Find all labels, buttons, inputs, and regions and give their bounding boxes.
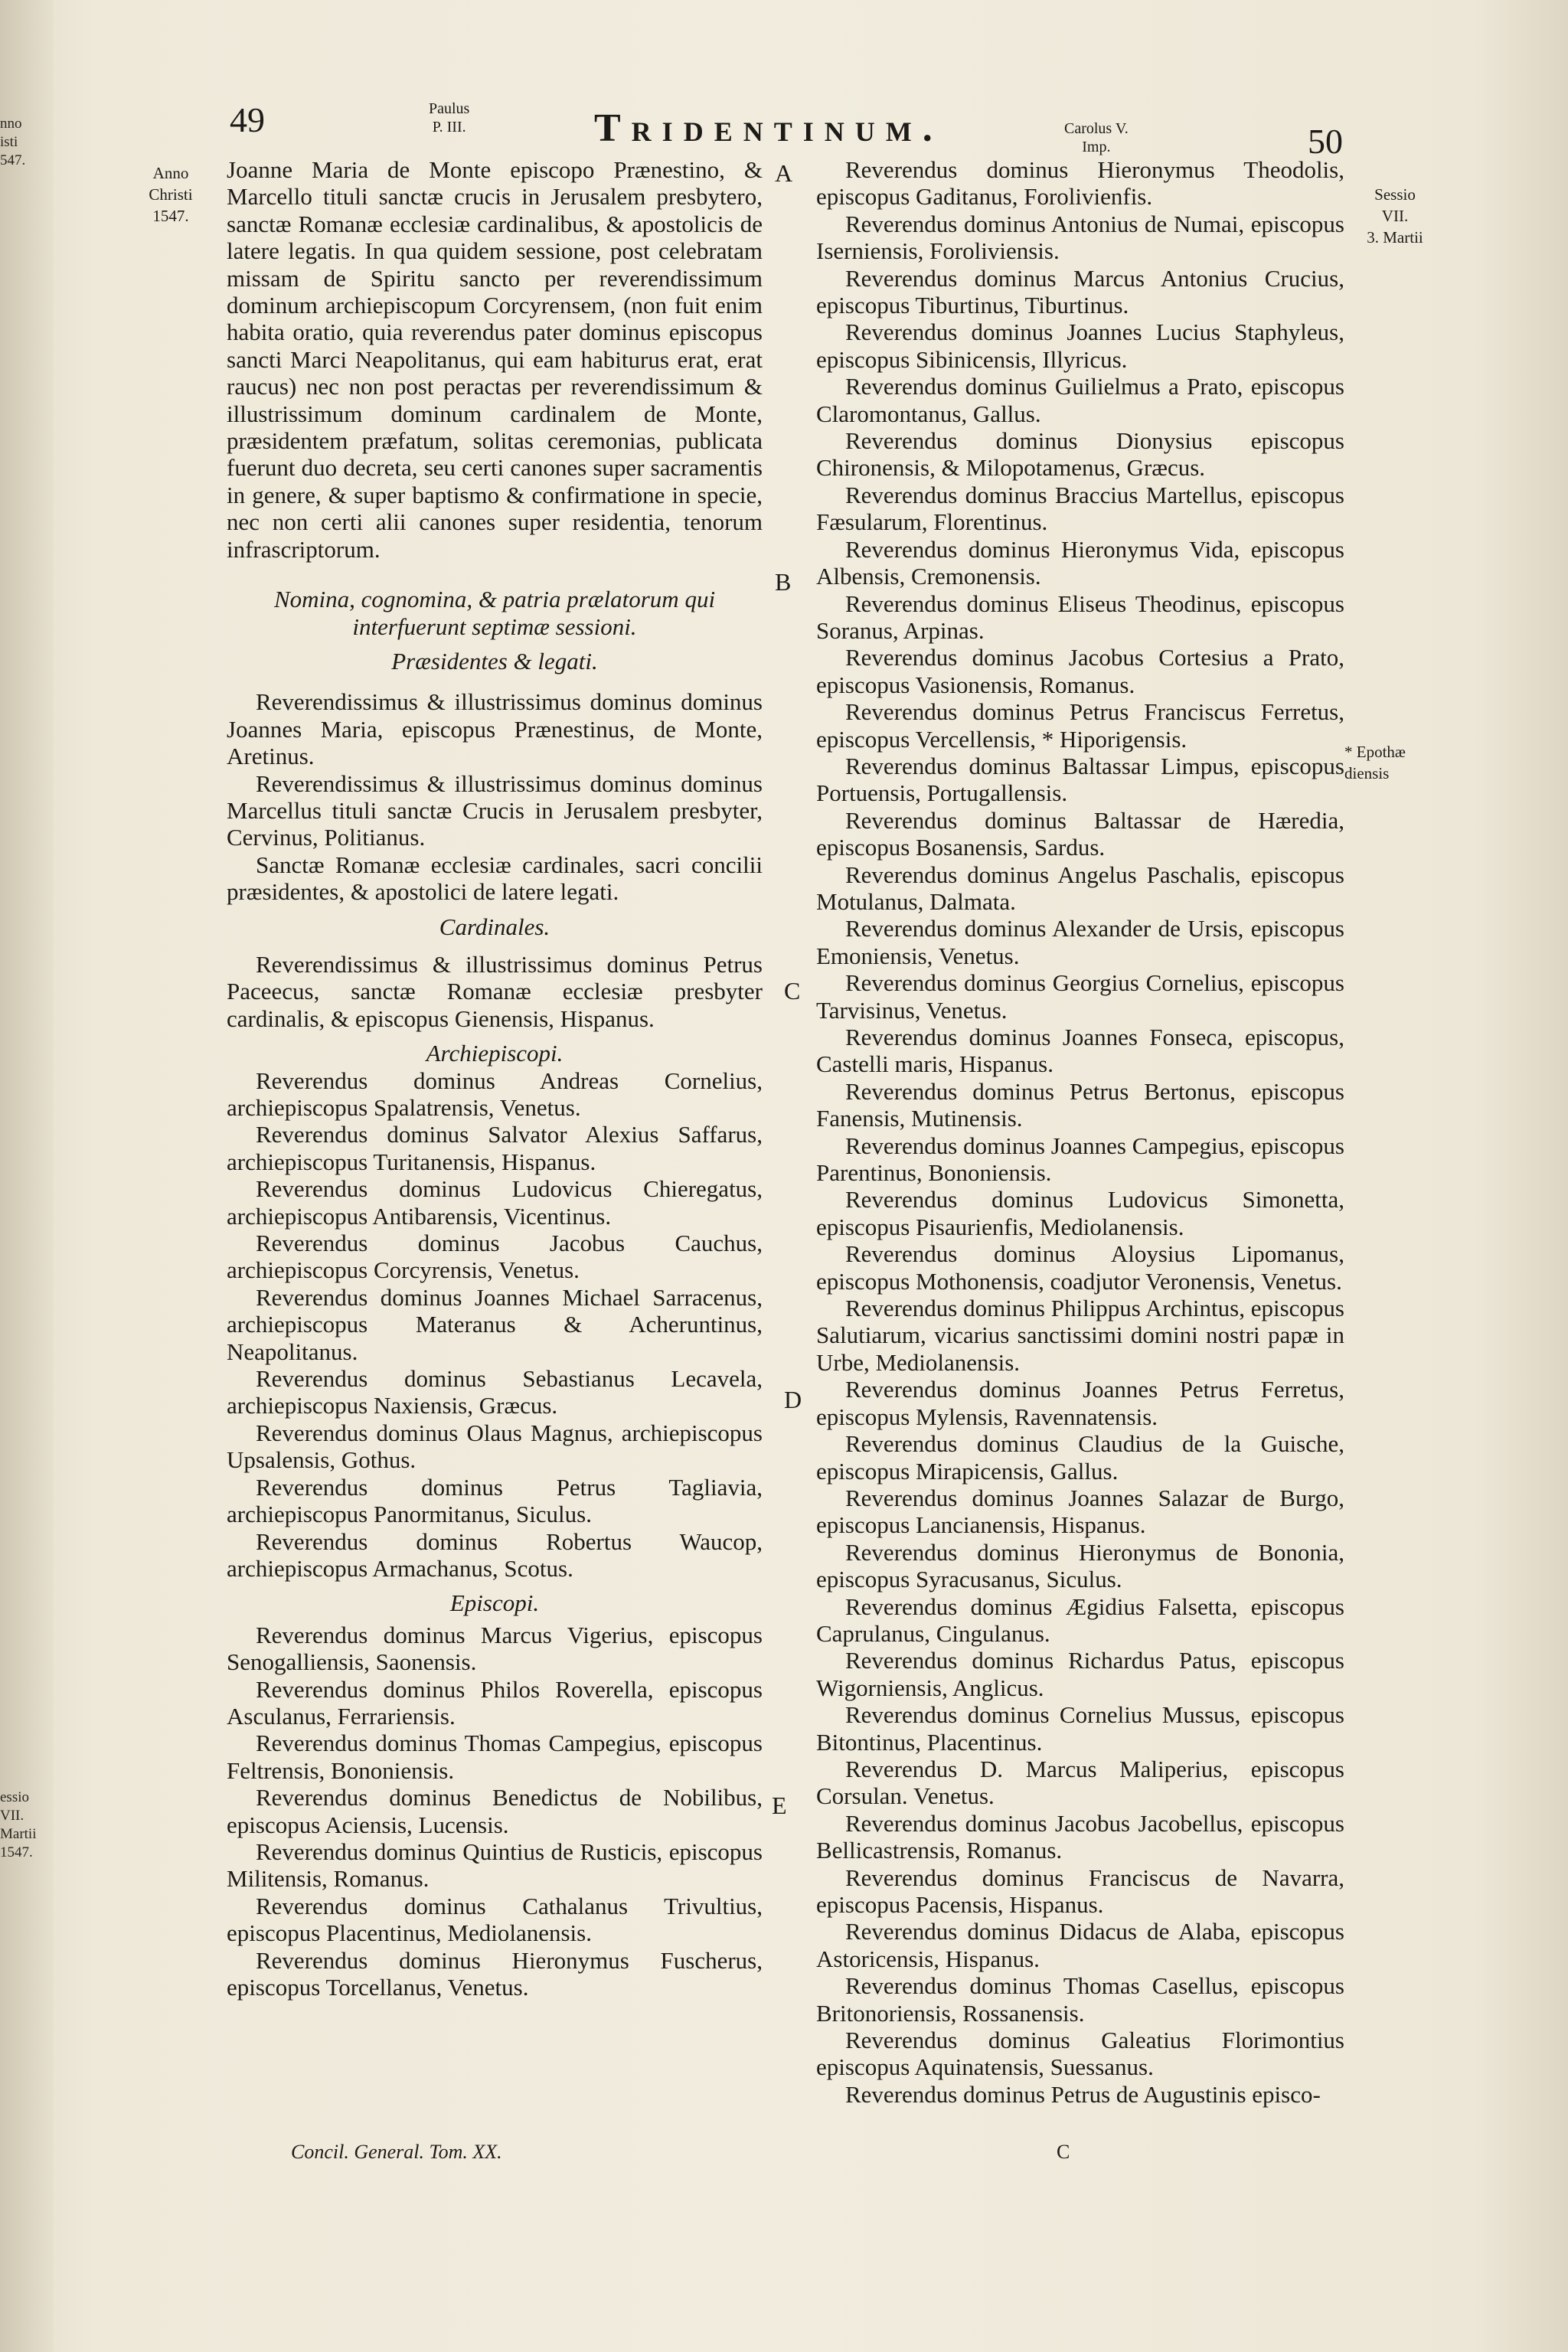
- spacer: [227, 640, 763, 648]
- list-item: Reverendus dominus Dionysius episcopus Chironensis, & Milopotamenus, Græcus.: [816, 427, 1344, 482]
- list-item: Reverendus dominus Hieronymus Fuscherus, episcopus Torcellanus, Venetus.: [227, 1946, 763, 2001]
- list-item: Reverendus dominus Sebastianus Lecavela, archiepiscopus Naxiensis, Græcus.: [227, 1365, 763, 1419]
- list-item: Reverendissimus & illustrissimus dominus dominus Marcellus tituli sanctæ Crucis in Jerusalem presbyter, Cervinus, Politianus.: [227, 769, 763, 851]
- strip-line: 547.: [0, 152, 26, 168]
- list-item: Reverendus dominus Hieronymus Vida, episcopus Albensis, Cremonensis.: [816, 535, 1344, 590]
- section-letter-d: D: [784, 1386, 802, 1413]
- list-item: Reverendus dominus Cornelius Mussus, episcopus Bitontinus, Placentinus.: [816, 1701, 1344, 1756]
- running-head-line: Paulus: [429, 100, 470, 117]
- footnote-margin: [1344, 741, 1444, 784]
- signature-mark: C: [1057, 2141, 1070, 2163]
- list-item: Reverendus dominus Braccius Martellus, episcopus Fæsularum, Florentinus.: [816, 481, 1344, 536]
- running-head-line: P. III.: [432, 119, 466, 136]
- section-letter-c: C: [784, 977, 801, 1004]
- list-item: Reverendus dominus Petrus Franciscus Ferretus, episcopus Vercellensis, * Hiporigensis.: [816, 698, 1344, 753]
- page-number-left: 49: [230, 100, 265, 139]
- spacer: [227, 906, 763, 913]
- running-head-left: [429, 100, 469, 136]
- left-column: [227, 156, 763, 2001]
- section-letter-e: E: [772, 1792, 787, 1819]
- facing-page-edge: [0, 0, 54, 2352]
- margin-line: 3. Martii: [1367, 228, 1423, 247]
- list-item: Reverendus dominus Petrus Tagliavia, archiepiscopus Panormitanus, Siculus.: [227, 1473, 763, 1528]
- running-head-line: Imp.: [1082, 139, 1111, 155]
- section-letter-b: B: [775, 568, 792, 596]
- list-item: Reverendus dominus Hieronymus Theodolis, episcopus Gaditanus, Forolivienfis.: [816, 156, 1344, 211]
- margin-note-left: [129, 162, 213, 227]
- running-head-right: [1064, 119, 1129, 156]
- list-item: Reverendus dominus Baltassar Limpus, episcopus Portuensis, Portugallensis.: [816, 752, 1344, 807]
- spacer: [227, 563, 763, 586]
- margin-note-right: [1349, 184, 1441, 248]
- list-item: Reverendus dominus Joannes Michael Sarracenus, archiepiscopus Materanus & Acheruntinus, Neapolitanus.: [227, 1283, 763, 1365]
- list-item: Reverendus dominus Claudius de la Guische, episcopus Mirapicensis, Gallus.: [816, 1430, 1344, 1485]
- strip-line: isti: [0, 134, 18, 150]
- footnote-line: * Epothæ: [1344, 743, 1406, 761]
- strip-line: VII.: [0, 1808, 24, 1824]
- list-item: Sanctæ Romanæ ecclesiæ cardinales, sacri concilii præsidentes, & apostolici de latere legati.: [227, 851, 763, 906]
- list-item: Reverendissimus & illustrissimus dominus dominus Joannes Maria, episcopus Prænestinus, de Monte, Aretinus.: [227, 688, 763, 770]
- strip-note-bottom: [0, 1788, 37, 1862]
- heading-praesidentes: Præsidentes & legati.: [391, 647, 598, 675]
- strip-line: nno: [0, 116, 22, 132]
- margin-line: Anno: [152, 164, 189, 182]
- list-item: Reverendus dominus Petrus Bertonus, episcopus Fanensis, Mutinensis.: [816, 1077, 1344, 1132]
- footer-citation: Concil. General. Tom. XX.: [291, 2141, 502, 2163]
- list-item: Reverendus dominus Aloysius Lipomanus, episcopus Mothonensis, coadjutor Veronensis, Venetus.: [816, 1240, 1344, 1295]
- list-item: Reverendus dominus Jacobus Jacobellus, episcopus Bellicastrensis, Romanus.: [816, 1809, 1344, 1864]
- heading-cardinales: Cardinales.: [439, 913, 550, 940]
- heading-archiepiscopi: Archiepiscopi.: [426, 1040, 564, 1067]
- list-item: Reverendus dominus Philos Roverella, episcopus Asculanus, Ferrariensis.: [227, 1675, 763, 1730]
- page-number-right: 50: [1308, 122, 1343, 161]
- list-item: Reverendus dominus Olaus Magnus, archiepiscopus Upsalensis, Gothus.: [227, 1419, 763, 1474]
- right-column: [816, 156, 1344, 2108]
- list-item: Reverendus dominus Joannes Lucius Staphyleus, episcopus Sibinicensis, Illyricus.: [816, 318, 1344, 373]
- list-item: Reverendus dominus Jacobus Cortesius a Prato, episcopus Vasionensis, Romanus.: [816, 644, 1344, 698]
- list-item: Reverendus dominus Benedictus de Nobilibus, episcopus Aciensis, Lucensis.: [227, 1784, 763, 1838]
- list-item: Reverendus dominus Antonius de Numai, episcopus Iserniensis, Foroliviensis.: [816, 210, 1344, 265]
- list-item: Reverendus dominus Guilielmus a Prato, episcopus Claromontanus, Gallus.: [816, 373, 1344, 427]
- list-item: Reverendus dominus Angelus Paschalis, episcopus Motulanus, Dalmata.: [816, 861, 1344, 915]
- list-item: Reverendus dominus Thomas Campegius, episcopus Feltrensis, Bononiensis.: [227, 1730, 763, 1784]
- spacer: [227, 675, 763, 688]
- list-item: Reverendus dominus Didacus de Alaba, episcopus Astoricensis, Hispanus.: [816, 1918, 1344, 1972]
- list-item: Reverendus dominus Alexander de Ursis, episcopus Emoniensis, Venetus.: [816, 915, 1344, 969]
- list-item: Reverendus dominus Ægidius Falsetta, episcopus Caprulanus, Cingulanus.: [816, 1592, 1344, 1647]
- strip-line: Martii: [0, 1826, 37, 1842]
- list-item: Reverendus dominus Hieronymus de Bononia, episcopus Syracusanus, Siculus.: [816, 1538, 1344, 1593]
- intro-paragraph: Joanne Maria de Monte episcopo Prænestino, & Marcello tituli sanctæ crucis in Jerusalem presbytero, sanctæ Romanæ ecclesiæ cardinalibus, & apostolicis de latere legatis. In qua quidem sessione, post celebratam missam de Spiritu sancto per reverendissimum dominum archiepiscopum Corcyrensem, (non fuit enim habita oratio, quia reverendus pater dominus episcopus sancti Marci Neapolitanus, qui eam habiturus erat, erat raucus) nec non post peractas per reverendissimum & illustrissimum dominum cardinalem de Monte, præsidentem præfatum, solitas ceremonias, publicata fuerunt duo decreta, seu certi canones super sacramentis in genere, & super baptismo & confirmatione in specie, nec non certi alii canones super residentia, tenorum infrascriptorum.: [227, 156, 763, 563]
- margin-line: Christi: [149, 185, 193, 204]
- list-item: Reverendus dominus Cathalanus Trivultius, episcopus Placentinus, Mediolanensis.: [227, 1892, 763, 1947]
- list-item: Reverendus dominus Quintius de Rusticis, episcopus Militensis, Romanus.: [227, 1838, 763, 1893]
- list-item: Reverendus dominus Eliseus Theodinus, episcopus Soranus, Arpinas.: [816, 590, 1344, 644]
- list-item: Reverendus dominus Jacobus Cauchus, archiepiscopus Corcyrensis, Venetus.: [227, 1230, 763, 1284]
- list-item: Reverendus dominus Galeatius Florimontius episcopus Aquinatensis, Suessanus.: [816, 2027, 1344, 2081]
- list-item: Reverendus dominus Joannes Petrus Ferretus, episcopus Mylensis, Ravennatensis.: [816, 1376, 1344, 1430]
- list-item: Reverendus dominus Petrus de Augustinis episco-: [845, 2080, 1321, 2108]
- strip-line: 1547.: [0, 1844, 33, 1860]
- section-letter-a: A: [775, 159, 793, 187]
- list-item: Reverendus dominus Joannes Salazar de Burgo, episcopus Lancianensis, Hispanus.: [816, 1484, 1344, 1539]
- heading-episcopi: Episcopi.: [449, 1589, 540, 1617]
- spacer: [227, 1582, 763, 1589]
- margin-line: 1547.: [152, 207, 189, 225]
- list-item: Reverendissimus & illustrissimus dominus Petrus Paceecus, sanctæ Romanæ ecclesiæ presbyter cardinalis, & episcopus Gienensis, Hispanus.: [227, 950, 763, 1032]
- list-item: Reverendus dominus Thomas Casellus, episcopus Britonoriensis, Rossanensis.: [816, 1972, 1344, 2027]
- footnote-line: diensis: [1344, 764, 1390, 782]
- list-item: Reverendus dominus Joannes Campegius, episcopus Parentinus, Bononiensis.: [816, 1132, 1344, 1187]
- heading-nomina: Nomina, cognomina, & patria prælatorum qui interfuerunt septimæ sessioni.: [273, 586, 716, 640]
- margin-line: Sessio: [1374, 185, 1416, 204]
- list-item: Reverendus dominus Baltassar de Hæredia, episcopus Bosanensis, Sardus.: [816, 806, 1344, 861]
- list-item: Reverendus dominus Robertus Waucop, archiepiscopus Armachanus, Scotus.: [227, 1527, 763, 1582]
- list-item: Reverendus dominus Philippus Archintus, episcopus Salutiarum, vicarius sanctissimi domini nostri papæ in Urbe, Mediolanensis.: [816, 1295, 1344, 1376]
- strip-line: essio: [0, 1789, 29, 1805]
- list-item: Reverendus dominus Ludovicus Simonetta, episcopus Pisaurienfis, Mediolanensis.: [816, 1186, 1344, 1240]
- list-item: Reverendus dominus Ludovicus Chieregatus, archiepiscopus Antibarensis, Vicentinus.: [227, 1175, 763, 1230]
- strip-note-top: [0, 115, 25, 170]
- list-item: Reverendus dominus Salvator Alexius Saffarus, archiepiscopus Turitanensis, Hispanus.: [227, 1121, 763, 1175]
- list-item: Reverendus dominus Joannes Fonseca, episcopus, Castelli maris, Hispanus.: [816, 1024, 1344, 1078]
- page-title: Tridentinum.: [594, 106, 943, 150]
- spacer: [227, 1032, 763, 1040]
- list-item: Reverendus dominus Marcus Vigerius, episcopus Senogalliensis, Saonensis.: [227, 1621, 763, 1676]
- list-item: Reverendus dominus Georgius Cornelius, episcopus Tarvisinus, Venetus.: [816, 969, 1344, 1024]
- list-item: Reverendus dominus Richardus Patus, episcopus Wigorniensis, Anglicus.: [816, 1647, 1344, 1701]
- margin-line: VII.: [1381, 207, 1409, 225]
- list-item: Reverendus dominus Marcus Antonius Crucius, episcopus Tiburtinus, Tiburtinus.: [816, 264, 1344, 319]
- list-item: Reverendus dominus Franciscus de Navarra, episcopus Pacensis, Hispanus.: [816, 1864, 1344, 1918]
- list-item: Reverendus D. Marcus Maliperius, episcopus Corsulan. Venetus.: [816, 1755, 1344, 1810]
- spacer: [227, 940, 763, 951]
- list-item: Reverendus dominus Andreas Cornelius, archiepiscopus Spalatrensis, Venetus.: [227, 1067, 763, 1121]
- running-head-line: Carolus V.: [1064, 120, 1129, 137]
